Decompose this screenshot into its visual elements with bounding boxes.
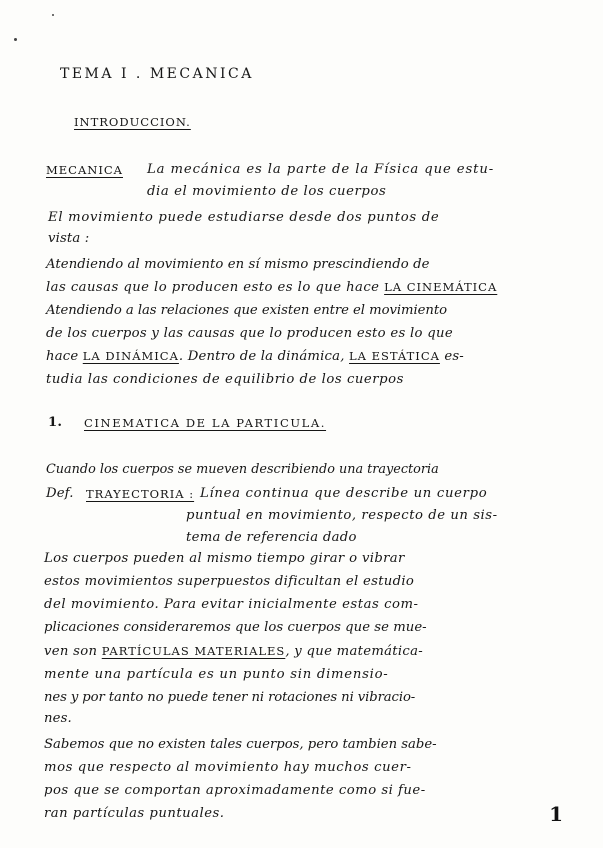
text-line (44, 644, 423, 659)
text-line: Atendiendo al movimiento en sí mismo prescindiendo de (46, 257, 430, 272)
text-line: plicaciones consideraremos que los cuerpos que se mue- (44, 620, 427, 635)
text-fragment: . Dentro de la dinámica, (178, 349, 345, 364)
page-number: 1 (549, 802, 563, 826)
text-line: Cuando los cuerpos se mueven describiendo una trayectoria (46, 462, 439, 477)
text-line: Sabemos que no existen tales cuerpos, pero tambien sabe- (44, 737, 437, 752)
text-line (46, 349, 464, 364)
term-trayectoria: TRAYECTORIA : (86, 487, 195, 501)
section-number: 1. (48, 415, 63, 430)
introduccion-heading: INTRODUCCION. (74, 115, 191, 129)
text-line: nes y por tanto no puede tener ni rotaciones ni vibracio- (44, 690, 416, 705)
text-line: mos que respecto al movimiento hay muchos cuer- (44, 760, 412, 775)
term-estatica: LA ESTÁTICA (349, 349, 440, 363)
text-line: mente una partícula es un punto sin dimensio- (44, 667, 389, 682)
text-line: tema de referencia dado (186, 530, 357, 545)
text-fragment: las causas que lo producen esto es lo que hace (46, 280, 380, 295)
text-line: vista : (48, 231, 90, 246)
text-line: de los cuerpos y las causas que lo producen esto es lo que (46, 326, 453, 341)
text-line (46, 280, 497, 295)
text-line: estos movimientos superpuestos dificultan el estudio (44, 574, 415, 589)
text-fragment: hace (46, 349, 79, 364)
text-line: Línea continua que describe un cuerpo (200, 486, 488, 501)
text-line: tudia las condiciones de equilibrio de los cuerpos (46, 372, 404, 387)
text-line: dia el movimiento de los cuerpos (147, 184, 387, 199)
text-line: Los cuerpos pueden al mismo tiempo girar o vibrar (44, 551, 405, 566)
text-line: nes. (44, 711, 72, 726)
term-cinematica: LA CINEMÁTICA (384, 280, 498, 294)
text-line: ran partículas puntuales. (44, 806, 225, 821)
page-title: TEMA I . MECANICA (60, 66, 254, 82)
text-line: El movimiento puede estudiarse desde dos puntos de (48, 210, 440, 225)
text-fragment: es- (444, 349, 464, 364)
term-dinamica: LA DINÁMICA (82, 349, 179, 363)
def-label: Def. (46, 486, 74, 501)
text-line: del movimiento. Para evitar inicialmente estas com- (44, 597, 419, 612)
text-line: Atendiendo a las relaciones que existen entre el movimiento (46, 303, 447, 318)
text-line: pos que se comportan aproximadamente como si fue- (44, 783, 426, 798)
section-heading: CINEMATICA DE LA PARTICULA. (84, 416, 327, 430)
text-line: La mecánica es la parte de la Física que estu- (147, 162, 495, 177)
term-particulas-materiales: PARTÍCULAS MATERIALES (101, 644, 286, 658)
mecanica-label: MECANICA (46, 163, 123, 177)
text-fragment: ven son (44, 644, 98, 659)
text-line: puntual en movimiento, respecto de un sis- (186, 508, 498, 523)
text-fragment: , y que matemática- (285, 644, 424, 659)
ink-speck (52, 14, 54, 16)
ink-speck (14, 38, 17, 41)
